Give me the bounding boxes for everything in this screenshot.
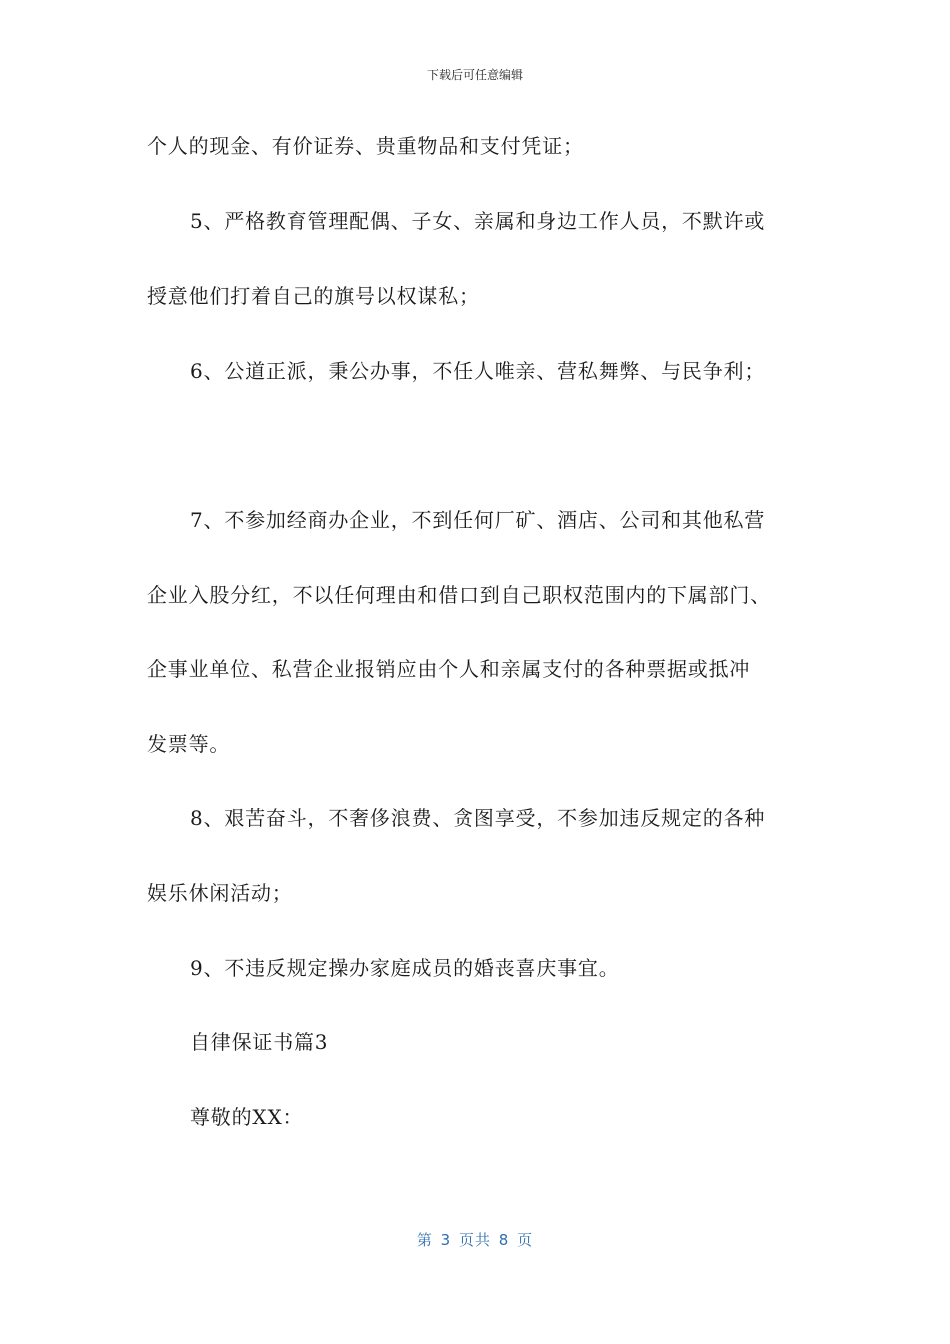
total-page-number: 8 [498,1231,510,1249]
page-footer [0,1229,950,1250]
salutation: 尊敬的XX： [190,1105,304,1129]
paragraph-line: 个人的现金、有价证券、贵重物品和支付凭证； [147,134,584,158]
footer-prefix: 第 [416,1231,433,1249]
paragraph-line: 企业入股分红，不以任何理由和借口到自己职权范围内的下属部门、 [147,583,771,607]
section-heading: 自律保证书篇3 [190,1030,329,1054]
paragraph-line: 发票等。 [147,732,231,756]
paragraph-line: 娱乐休闲活动； [147,881,293,905]
paragraph-line: 6、公道正派，秉公办事，不任人唯亲、营私舞弊、与民争利； [190,359,766,383]
footer-suffix: 页 [517,1231,534,1249]
paragraph-line: 企事业单位、私营企业报销应由个人和亲属支付的各种票据或抵冲 [147,657,751,681]
paragraph-line: 9、不违反规定操办家庭成员的婚丧喜庆事宜。 [190,956,620,980]
footer-middle: 页共 [458,1231,491,1249]
paragraph-line: 7、不参加经商办企业，不到任何厂矿、酒店、公司和其他私营 [190,508,766,532]
current-page-number: 3 [440,1231,452,1249]
page-header: 下载后可任意编辑 [426,68,523,82]
paragraph-line: 8、艰苦奋斗，不奢侈浪费、贪图享受，不参加违反规定的各种 [190,806,766,830]
paragraph-line: 授意他们打着自己的旗号以权谋私； [147,284,480,308]
paragraph-line: 5、严格教育管理配偶、子女、亲属和身边工作人员，不默许或 [190,209,766,233]
